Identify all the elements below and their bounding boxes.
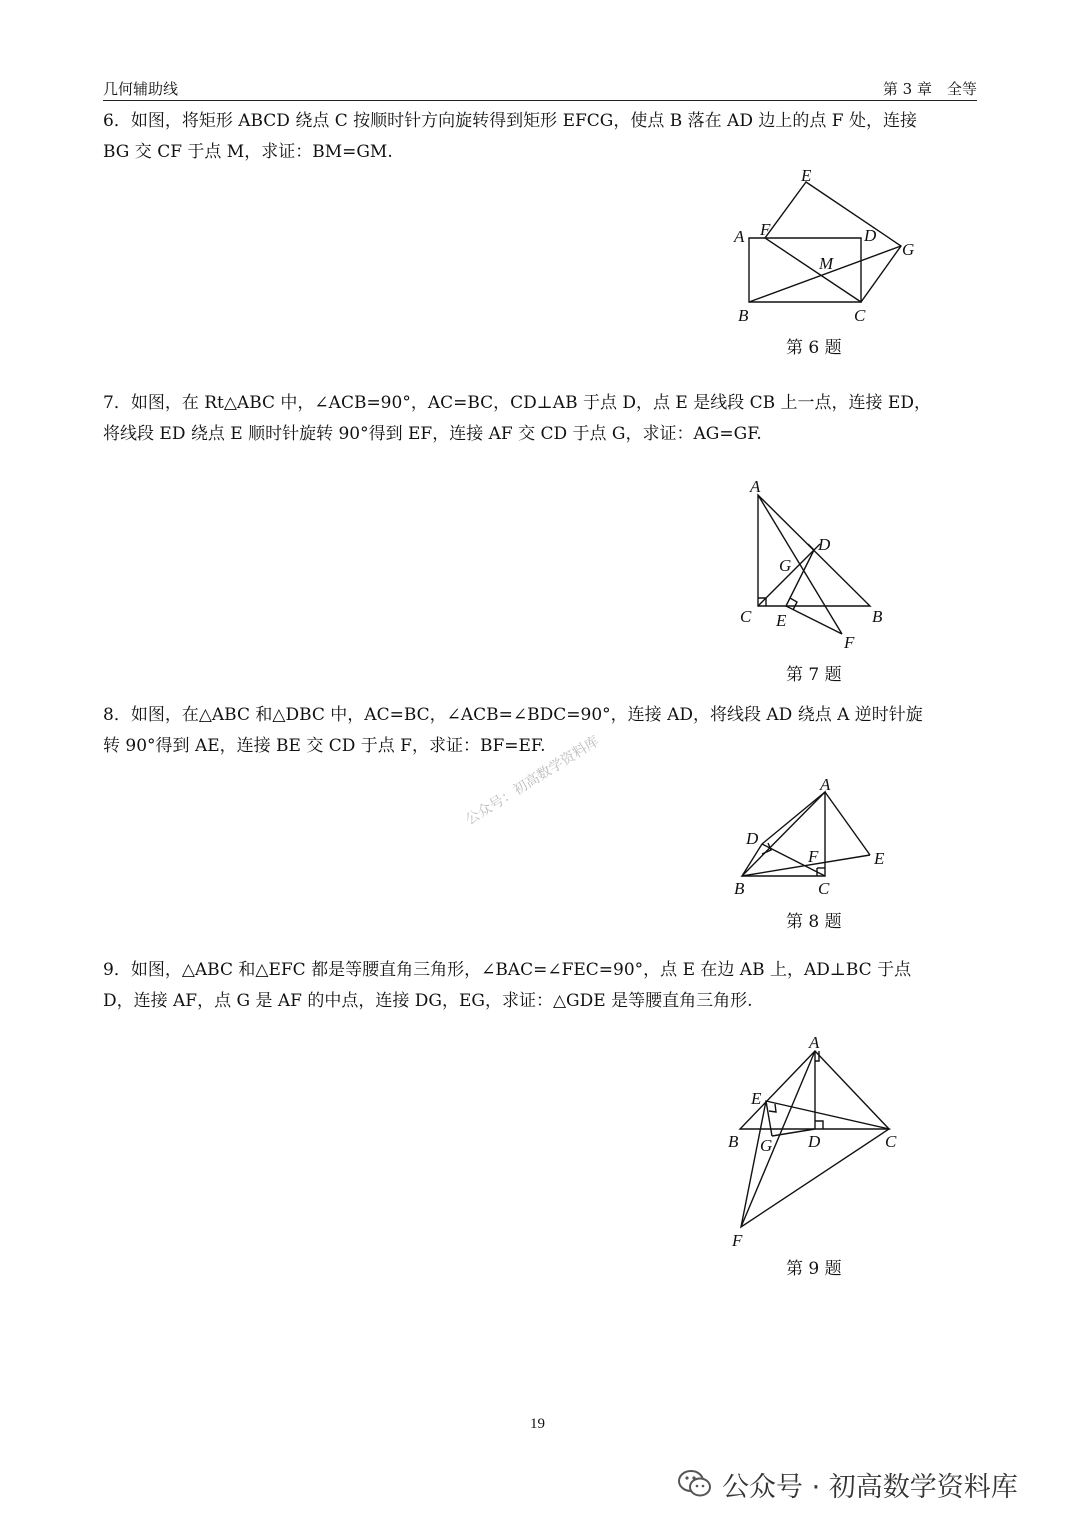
label-f: F: [844, 633, 855, 652]
label-f: F: [808, 847, 819, 866]
right-angle-e: [769, 1104, 776, 1112]
figure-8-diagram: [720, 770, 900, 900]
label-d: D: [746, 829, 759, 848]
page-number: 19: [530, 1416, 545, 1432]
header-left: 几何辅助线: [103, 80, 179, 98]
problem-8-line-2: 转 90°得到 AE，连接 BE 交 CD 于点 F，求证：BF=EF.: [103, 736, 546, 756]
caption-7: 第 7 题: [786, 665, 842, 685]
label-a: A: [809, 1033, 820, 1052]
figure-8: [720, 770, 900, 904]
label-e: E: [751, 1089, 762, 1108]
label-c: C: [885, 1132, 897, 1151]
problem-6-line-2: BG 交 CF 于点 M，求证：BM=GM.: [103, 142, 393, 162]
label-g: G: [779, 556, 792, 575]
label-e: E: [776, 611, 787, 630]
problem-6: [103, 106, 977, 168]
right-angle-d: [815, 1121, 823, 1129]
rectangle-abcd: [749, 238, 861, 302]
label-b: B: [734, 879, 745, 898]
label-b: B: [872, 607, 883, 626]
caption-9: 第 9 题: [786, 1259, 842, 1279]
label-a: A: [734, 227, 745, 246]
problem-7-line-1: 7．如图，在 Rt△ABC 中，∠ACB=90°，AC=BC，CD⊥AB 于点 D，点 E 是线段 CB 上一点，连接 ED，: [103, 393, 931, 413]
problem-6-line-1: 6．如图，将矩形 ABCD 绕点 C 按顺时针方向旋转得到矩形 EFCG，使点 B 落在 AD 边上的点 F 处，连接: [103, 111, 917, 131]
segment-eg: [766, 1101, 772, 1136]
label-c: C: [854, 306, 866, 325]
label-d: D: [818, 535, 831, 554]
label-f: F: [732, 1231, 743, 1250]
segment-af: [741, 1051, 815, 1227]
figure-9-diagram: [720, 1030, 920, 1255]
caption-8: 第 8 题: [786, 912, 842, 932]
label-e: E: [801, 166, 812, 185]
segment-ad: [762, 792, 825, 844]
segment-be: [742, 855, 870, 876]
label-d: D: [808, 1132, 821, 1151]
label-g: G: [760, 1136, 773, 1155]
header-right: 第 3 章 全等: [882, 80, 977, 98]
wechat-icon: [678, 1469, 712, 1499]
figure-9: [720, 1030, 920, 1259]
label-c: C: [818, 879, 830, 898]
label-e: E: [874, 849, 885, 868]
label-b: B: [738, 306, 749, 325]
segment-ae: [825, 792, 870, 855]
figure-7: [730, 470, 900, 654]
problem-7: [103, 388, 977, 450]
problem-9-line-2: D，连接 AF，点 G 是 AF 的中点，连接 DG，EG，求证：△GDE 是等腰直角三角形.: [103, 991, 753, 1011]
figure-7-diagram: [730, 470, 900, 650]
problem-9-line-1: 9．如图，△ABC 和△EFC 都是等腰直角三角形，∠BAC=∠FEC=90°，点 E 在边 AB 上，AD⊥BC 于点: [103, 960, 912, 980]
segment-bd: [742, 844, 762, 876]
label-a: A: [820, 775, 831, 794]
problem-8: [103, 700, 977, 762]
problem-7-line-2: 将线段 ED 绕点 E 顺时针旋转 90°得到 EF，连接 AF 交 CD 于点 G，求证：AG=GF.: [103, 424, 762, 444]
footer-text: 公众号 · 初高数学资料库: [722, 1471, 1018, 1503]
label-f: F: [760, 220, 771, 239]
figure-6: [720, 160, 940, 334]
problem-9: [103, 955, 977, 1017]
problem-8-line-1: 8．如图，在△ABC 和△DBC 中，AC=BC，∠ACB=∠BDC=90°，连接 AD，将线段 AD 绕点 A 逆时针旋: [103, 705, 923, 725]
label-a: A: [750, 477, 761, 496]
watermark: 公众号：初高数学资料库: [462, 733, 603, 829]
label-d: D: [864, 226, 877, 245]
page-header: [103, 74, 977, 101]
figure-6-diagram: [720, 160, 940, 330]
label-c: C: [740, 607, 752, 626]
rectangle-efcg: [765, 182, 901, 302]
caption-6: 第 6 题: [786, 338, 842, 358]
label-g: G: [902, 240, 915, 259]
label-m: M: [819, 254, 834, 273]
label-b: B: [728, 1132, 739, 1151]
footer: [678, 1464, 1018, 1504]
